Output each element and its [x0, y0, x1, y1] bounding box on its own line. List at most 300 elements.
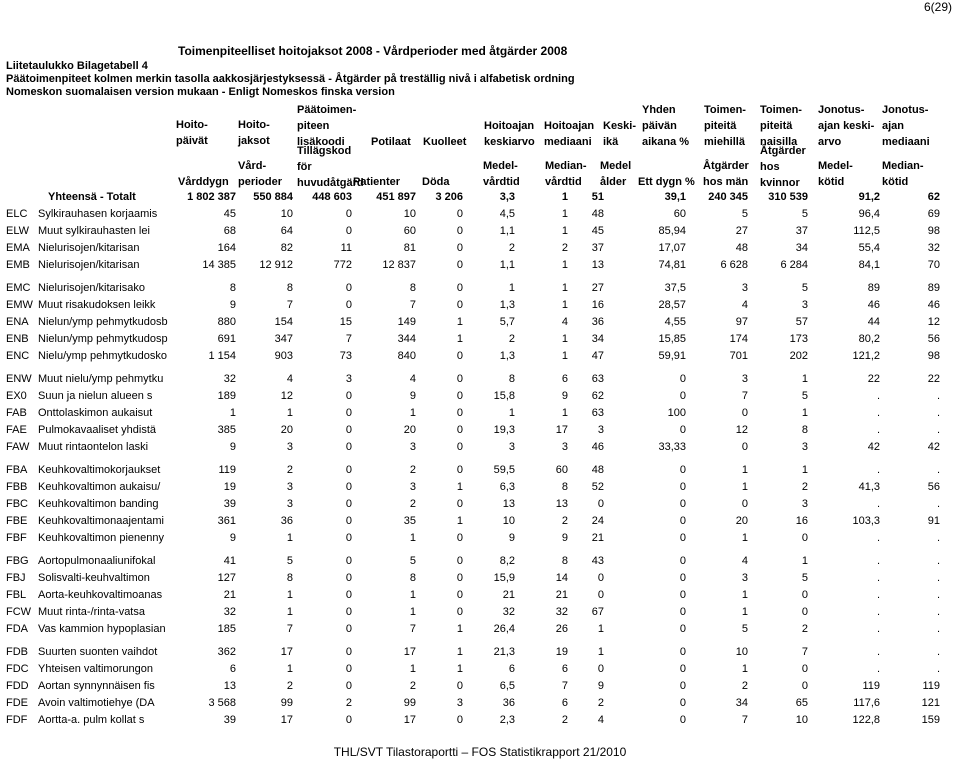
cell-col-5: 1: [456, 663, 463, 675]
cell-col-6: 15,9: [493, 572, 515, 584]
cell-col-3: 0: [345, 646, 352, 658]
cell-col-10: 5: [741, 208, 748, 220]
page-footer: THL/SVT Tilastoraportti – FOS Statistikrapport 21/2010: [333, 745, 627, 759]
cell-col-1: 21: [223, 589, 236, 601]
subtitle-table-id: Liitetaulukko Bilagetabell 4: [6, 60, 148, 72]
cell-col-3: 0: [345, 606, 352, 618]
cell-col-2: 17: [280, 646, 293, 658]
cell-col-7: 8: [561, 481, 568, 493]
cell-col-10: 1: [741, 481, 748, 493]
cell-col-11: 37: [795, 225, 808, 237]
cell-col-4: 1: [409, 606, 416, 618]
cell-col-3: 0: [345, 623, 352, 635]
cell-col-4: 60: [403, 225, 416, 237]
cell-col-8: 52: [591, 481, 604, 493]
cell-col-7: 2: [561, 714, 568, 726]
cell-col-12: .: [876, 555, 880, 567]
table-row: [0, 663, 960, 680]
cell-col-8: 24: [591, 515, 604, 527]
cell-col-7: 1: [561, 191, 568, 203]
table-row: [0, 282, 960, 299]
cell-col-6: 1,3: [499, 350, 515, 362]
cell-col-13: .: [936, 646, 940, 658]
cell-col-2: 12: [280, 390, 293, 402]
cell-col-2: 17: [280, 714, 293, 726]
cell-col-12: .: [876, 589, 880, 601]
row-name: Muut rinta-/rinta-vatsa: [38, 606, 145, 618]
header-fi-paatoimenpiteen: Päätoimen- piteen lisäkoodi: [297, 104, 357, 148]
cell-col-2: 7: [286, 299, 293, 311]
cell-col-3: 7: [345, 333, 352, 345]
cell-col-5: 0: [456, 259, 463, 271]
cell-col-3: 3: [345, 373, 352, 385]
cell-col-2: 8: [286, 572, 293, 584]
cell-col-5: 0: [456, 299, 463, 311]
cell-col-10: 10: [735, 646, 748, 658]
row-code: FBC: [6, 498, 28, 510]
cell-col-1: 385: [217, 424, 236, 436]
cell-col-6: 19,3: [493, 424, 515, 436]
cell-col-2: 4: [286, 373, 293, 385]
cell-col-10: 12: [735, 424, 748, 436]
cell-col-13: 22: [927, 373, 940, 385]
cell-col-7: 1: [561, 299, 568, 311]
cell-col-1: 39: [223, 714, 236, 726]
cell-col-7: 1: [561, 225, 568, 237]
cell-col-11: 7: [801, 646, 808, 658]
row-name: Yhteensä - Totalt: [48, 191, 136, 203]
cell-col-3: 448 603: [312, 191, 352, 203]
cell-col-11: 1: [801, 464, 808, 476]
row-name: Nielun/ymp pehmytkudosp: [38, 333, 168, 345]
cell-col-2: 10: [280, 208, 293, 220]
table-row: [0, 390, 960, 407]
cell-col-8: 51: [591, 191, 604, 203]
cell-col-12: .: [876, 623, 880, 635]
cell-col-13: .: [936, 606, 940, 618]
cell-col-5: 3 206: [435, 191, 463, 203]
cell-col-2: 1: [286, 589, 293, 601]
cell-col-5: 3: [456, 697, 463, 709]
cell-col-5: 0: [456, 390, 463, 402]
cell-col-9: 0: [679, 714, 686, 726]
cell-col-1: 189: [217, 390, 236, 402]
cell-col-5: 0: [456, 606, 463, 618]
cell-col-4: 8: [409, 572, 416, 584]
cell-col-12: .: [876, 572, 880, 584]
cell-col-9: 0: [679, 606, 686, 618]
cell-col-13: .: [936, 390, 940, 402]
header-fi-toimenpiteita-naisilla: Toimen- piteitä naisilla: [760, 104, 802, 148]
cell-col-4: 2: [409, 498, 416, 510]
row-code: FCW: [6, 606, 32, 618]
cell-col-5: 0: [456, 680, 463, 692]
cell-col-12: 119: [862, 680, 880, 692]
header-sv-atgarder-man: Åtgärder hos män: [703, 160, 749, 188]
cell-col-6: 2,3: [499, 714, 515, 726]
cell-col-5: 0: [456, 282, 463, 294]
table-row: [0, 589, 960, 606]
table-row: [0, 441, 960, 458]
cell-col-6: 2: [508, 242, 515, 254]
header-sv-tillaggskod: Tillägskod för huvudåtgärd: [297, 145, 364, 189]
cell-col-8: 63: [591, 373, 604, 385]
row-code: FAE: [6, 424, 27, 436]
cell-col-11: 173: [789, 333, 808, 345]
cell-col-2: 82: [280, 242, 293, 254]
table-row: [0, 407, 960, 424]
cell-col-1: 1: [229, 407, 236, 419]
cell-col-1: 41: [223, 555, 236, 567]
row-code: FBL: [6, 589, 27, 601]
cell-col-12: 117,6: [853, 697, 880, 709]
cell-col-11: 5: [801, 282, 808, 294]
cell-col-13: 56: [927, 333, 940, 345]
cell-col-9: 0: [679, 572, 686, 584]
row-name: Keuhkovaltimokorjaukset: [38, 464, 161, 476]
cell-col-2: 5: [286, 555, 293, 567]
cell-col-8: 45: [591, 225, 604, 237]
cell-col-1: 3 568: [208, 697, 236, 709]
cell-col-1: 19: [223, 481, 236, 493]
cell-col-10: 1: [741, 663, 748, 675]
cell-col-8: 34: [591, 333, 604, 345]
cell-col-8: 36: [591, 316, 604, 328]
cell-col-11: 57: [795, 316, 808, 328]
header-sv-medianvardtid: Median- vårdtid: [545, 160, 587, 188]
cell-col-10: 0: [741, 407, 748, 419]
table-row: [0, 350, 960, 367]
cell-col-11: 1: [801, 407, 808, 419]
cell-col-3: 11: [340, 242, 352, 254]
header-fi-kuolleet: Kuolleet: [423, 136, 467, 148]
cell-col-13: .: [936, 572, 940, 584]
cell-col-6: 13: [502, 498, 515, 510]
cell-col-9: 4,55: [664, 316, 686, 328]
cell-col-2: 99: [280, 697, 293, 709]
cell-col-5: 1: [456, 515, 463, 527]
cell-col-4: 7: [409, 299, 416, 311]
cell-col-13: 62: [927, 191, 940, 203]
row-code: FAB: [6, 407, 27, 419]
row-name: Keuhkovaltimon aukaisu/: [38, 481, 161, 493]
cell-col-11: 2: [801, 623, 808, 635]
cell-col-13: .: [936, 407, 940, 419]
cell-col-10: 1: [741, 606, 748, 618]
row-name: Muut risakudoksen leikk: [38, 299, 156, 311]
cell-col-13: 69: [927, 208, 940, 220]
cell-col-5: 0: [456, 441, 463, 453]
row-name: Muut rintaontelon laski: [38, 441, 149, 453]
header-fi-hoitoajan-keskiarvo: Hoitoajan keskiarvo: [484, 120, 535, 148]
cell-col-9: 0: [679, 532, 686, 544]
cell-col-7: 19: [555, 646, 568, 658]
cell-col-1: 13: [223, 680, 236, 692]
cell-col-13: 98: [927, 225, 940, 237]
cell-col-4: 1: [409, 589, 416, 601]
table-row: [0, 208, 960, 225]
cell-col-3: 0: [345, 532, 352, 544]
cell-col-4: 7: [409, 623, 416, 635]
row-code: FBG: [6, 555, 29, 567]
header-fi-toimenpiteita-miehilla: Toimen- piteitä miehillä: [704, 104, 746, 148]
table-row: [0, 498, 960, 515]
cell-col-6: 1: [508, 407, 515, 419]
cell-col-8: 2: [597, 697, 604, 709]
cell-col-3: 0: [345, 299, 352, 311]
cell-col-9: 0: [679, 498, 686, 510]
table-row: [0, 316, 960, 333]
cell-col-5: 0: [456, 373, 463, 385]
cell-col-10: 701: [729, 350, 748, 362]
cell-col-2: 7: [286, 623, 293, 635]
cell-col-4: 3: [409, 441, 416, 453]
cell-col-4: 9: [409, 390, 416, 402]
row-name: Solisvalti-keuhvaltimon: [38, 572, 150, 584]
row-name: Vas kammion hypoplasian: [38, 623, 166, 635]
header-sv-atgarder-kvinnor: Åtgärder hos kvinnor: [760, 145, 806, 189]
table-row: [0, 680, 960, 697]
cell-col-5: 0: [456, 464, 463, 476]
cell-col-1: 39: [223, 498, 236, 510]
table-row: [0, 606, 960, 623]
cell-col-2: 3: [286, 481, 293, 493]
cell-col-8: 46: [591, 441, 604, 453]
row-code: FBF: [6, 532, 27, 544]
cell-col-6: 1,1: [499, 259, 515, 271]
cell-col-13: .: [936, 663, 940, 675]
cell-col-11: 10: [795, 714, 808, 726]
cell-col-8: 13: [591, 259, 604, 271]
header-sv-medelkotid: Medel- kötid: [818, 160, 853, 188]
table-row: [0, 373, 960, 390]
cell-col-8: 0: [597, 589, 604, 601]
cell-col-2: 347: [274, 333, 293, 345]
cell-col-7: 6: [561, 663, 568, 675]
cell-col-12: 84,1: [858, 259, 880, 271]
cell-col-12: 22: [867, 373, 880, 385]
row-name: Suun ja nielun alueen s: [38, 390, 153, 402]
cell-col-4: 149: [397, 316, 416, 328]
cell-col-6: 21,3: [493, 646, 515, 658]
cell-col-4: 2: [409, 680, 416, 692]
cell-col-7: 3: [561, 441, 568, 453]
cell-col-11: 34: [795, 242, 808, 254]
cell-col-9: 0: [679, 515, 686, 527]
cell-col-4: 35: [403, 515, 416, 527]
cell-col-10: 0: [741, 441, 748, 453]
header-fi-potilaat: Potilaat: [371, 136, 411, 148]
header-fi-jonotusajan-mediaani: Jonotus- ajan mediaani: [882, 104, 930, 148]
cell-col-6: 2: [508, 333, 515, 345]
cell-col-8: 37: [591, 242, 604, 254]
cell-col-12: 44: [867, 316, 880, 328]
cell-col-11: 3: [801, 498, 808, 510]
cell-col-9: 15,85: [658, 333, 686, 345]
cell-col-1: 361: [217, 515, 236, 527]
cell-col-5: 0: [456, 589, 463, 601]
cell-col-5: 1: [456, 646, 463, 658]
table-row: [0, 424, 960, 441]
cell-col-5: 0: [456, 714, 463, 726]
cell-col-5: 0: [456, 242, 463, 254]
cell-col-3: 0: [345, 481, 352, 493]
cell-col-10: 7: [741, 714, 748, 726]
cell-col-2: 1: [286, 606, 293, 618]
cell-col-9: 0: [679, 697, 686, 709]
cell-col-8: 0: [597, 498, 604, 510]
header-sv-medelvardtid: Medel- vårdtid: [483, 160, 520, 188]
report-title: Toimenpiteelliset hoitojaksot 2008 - Vårdperioder med åtgärder 2008: [178, 44, 568, 58]
cell-col-7: 4: [561, 316, 568, 328]
cell-col-10: 27: [735, 225, 748, 237]
cell-col-9: 74,81: [658, 259, 686, 271]
cell-col-3: 0: [345, 390, 352, 402]
cell-col-7: 21: [555, 589, 568, 601]
cell-col-7: 1: [561, 333, 568, 345]
cell-col-9: 0: [679, 481, 686, 493]
cell-col-13: 12: [927, 316, 940, 328]
cell-col-1: 362: [217, 646, 236, 658]
cell-col-9: 0: [679, 373, 686, 385]
cell-col-9: 0: [679, 390, 686, 402]
cell-col-3: 0: [345, 208, 352, 220]
subtitle-description: Päätoimenpiteet kolmen merkin tasolla aakkosjärjestyksessä - Åtgärder på treställig nivå i alfabetisk ordning: [6, 73, 575, 85]
header-sv-mediankotid: Median- kötid: [882, 160, 924, 188]
cell-col-1: 185: [217, 623, 236, 635]
cell-col-9: 28,57: [658, 299, 686, 311]
cell-col-3: 2: [345, 697, 352, 709]
cell-col-1: 32: [223, 606, 236, 618]
cell-col-10: 240 345: [708, 191, 748, 203]
row-code: ENB: [6, 333, 29, 345]
total-row: [0, 191, 960, 208]
cell-col-1: 32: [223, 373, 236, 385]
cell-col-2: 20: [280, 424, 293, 436]
table-row: [0, 646, 960, 663]
cell-col-8: 62: [591, 390, 604, 402]
cell-col-9: 0: [679, 663, 686, 675]
cell-col-4: 2: [409, 464, 416, 476]
table-row: [0, 532, 960, 549]
table-row: [0, 555, 960, 572]
cell-col-6: 36: [502, 697, 515, 709]
cell-col-3: 772: [333, 259, 352, 271]
cell-col-11: 202: [789, 350, 808, 362]
cell-col-1: 45: [223, 208, 236, 220]
cell-col-8: 43: [591, 555, 604, 567]
cell-col-13: .: [936, 424, 940, 436]
cell-col-13: 98: [927, 350, 940, 362]
cell-col-3: 0: [345, 441, 352, 453]
cell-col-8: 16: [591, 299, 604, 311]
cell-col-8: 21: [591, 532, 604, 544]
header-sv-vardperioder: Vård- perioder: [238, 160, 283, 188]
cell-col-11: 3: [801, 441, 808, 453]
cell-col-1: 6: [229, 663, 236, 675]
cell-col-13: 91: [927, 515, 940, 527]
cell-col-2: 1: [286, 663, 293, 675]
cell-col-1: 119: [218, 464, 236, 476]
cell-col-1: 8: [229, 282, 236, 294]
cell-col-9: 33,33: [658, 441, 686, 453]
cell-col-11: 8: [801, 424, 808, 436]
row-name: Pulmokavaaliset yhdistä: [38, 424, 157, 436]
cell-col-1: 9: [229, 441, 236, 453]
cell-col-6: 8: [508, 373, 515, 385]
cell-col-1: 1 802 387: [187, 191, 236, 203]
row-code: ELW: [6, 225, 30, 237]
cell-col-11: 5: [801, 390, 808, 402]
row-name: Muut sylkirauhasten lei: [38, 225, 150, 237]
cell-col-10: 5: [741, 623, 748, 635]
cell-col-4: 12 837: [382, 259, 416, 271]
row-name: Keuhkovaltimonaajentami: [38, 515, 164, 527]
cell-col-11: 5: [801, 208, 808, 220]
row-code: FBE: [6, 515, 28, 527]
cell-col-3: 0: [345, 515, 352, 527]
cell-col-4: 99: [403, 697, 416, 709]
cell-col-7: 1: [561, 208, 568, 220]
cell-col-13: .: [936, 464, 940, 476]
cell-col-13: 119: [922, 680, 940, 692]
cell-col-11: 310 539: [768, 191, 808, 203]
cell-col-13: .: [936, 498, 940, 510]
cell-col-11: 2: [801, 481, 808, 493]
table-row: [0, 242, 960, 259]
cell-col-10: 4: [741, 299, 748, 311]
table-row: [0, 299, 960, 316]
table-row: [0, 515, 960, 532]
row-code: FDC: [6, 663, 29, 675]
cell-col-12: 80,2: [858, 333, 880, 345]
cell-col-3: 0: [345, 589, 352, 601]
cell-col-4: 5: [409, 555, 416, 567]
row-name: Nielurisojen/kitarisako: [38, 282, 145, 294]
header-fi-jonotusajan-keskiarvo: Jonotus- ajan keski- arvo: [818, 104, 875, 148]
cell-col-12: .: [876, 390, 880, 402]
row-code: ENA: [6, 316, 29, 328]
cell-col-7: 1: [561, 259, 568, 271]
cell-col-8: 1: [597, 646, 604, 658]
cell-col-8: 1: [597, 623, 604, 635]
row-name: Keuhkovaltimon banding: [38, 498, 159, 510]
cell-col-6: 10: [502, 515, 515, 527]
cell-col-7: 2: [561, 242, 568, 254]
row-name: Suurten suonten vaihdot: [38, 646, 158, 658]
cell-col-11: 5: [801, 572, 808, 584]
cell-col-7: 13: [555, 498, 568, 510]
cell-col-11: 0: [801, 589, 808, 601]
row-name: Nielurisojen/kitarisan: [38, 259, 140, 271]
cell-col-4: 20: [403, 424, 416, 436]
cell-col-3: 0: [345, 464, 352, 476]
cell-col-12: 112,5: [853, 225, 880, 237]
cell-col-2: 1: [286, 407, 293, 419]
cell-col-7: 60: [555, 464, 568, 476]
cell-col-9: 60: [673, 208, 686, 220]
row-code: FDF: [6, 714, 28, 726]
cell-col-10: 3: [741, 572, 748, 584]
cell-col-11: 0: [801, 606, 808, 618]
cell-col-11: 1: [801, 555, 808, 567]
cell-col-7: 6: [561, 373, 568, 385]
row-code: FDA: [6, 623, 28, 635]
row-name: Yhteisen valtimorungon: [38, 663, 153, 675]
cell-col-12: .: [876, 498, 880, 510]
cell-col-2: 8: [286, 282, 293, 294]
row-code: ENC: [6, 350, 30, 362]
